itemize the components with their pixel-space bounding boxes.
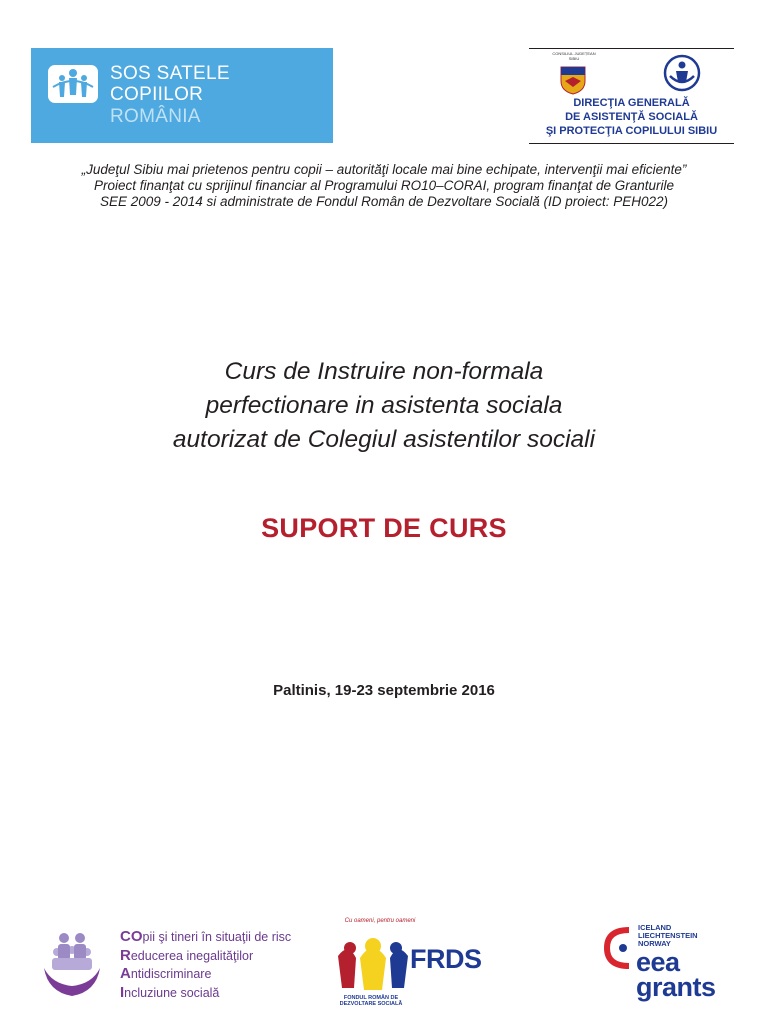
- crest-caption: CONSILIUL JUDEȚEAN SIBIU: [552, 51, 596, 61]
- eea-countries: [638, 924, 698, 948]
- corai-text: ntidiscriminare: [130, 967, 212, 981]
- document-title: SUPORT DE CURS: [261, 513, 507, 543]
- eea-country-norway: NORWAY: [638, 939, 671, 948]
- sos-logo-line1: SOS SATELE: [110, 63, 230, 84]
- frds-motto: Cu oameni, pentru oameni: [344, 918, 416, 924]
- frds-wordmark: FRDS: [410, 944, 482, 974]
- corai-line: [120, 928, 320, 947]
- dgaspc-title-line1: DIRECŢIA GENERALĂ: [573, 97, 690, 109]
- sos-logo-line3: ROMÂNIA: [110, 106, 201, 127]
- course-title: [60, 355, 708, 457]
- project-line2: Proiect finanţat cu sprijinul financiar al Programului RO10–CORAI, program finanţat de Granturile: [93, 178, 675, 193]
- corai-letter: A: [120, 965, 131, 982]
- corai-text: pii şi tineri în situaţii de risc: [142, 930, 292, 944]
- eea-word2: grants: [636, 972, 716, 1002]
- project-line3: SEE 2009 - 2014 si administrate de Fondul Român de Dezvoltare Socială (ID proiect: PEH022): [99, 194, 669, 209]
- corai-logo: [38, 926, 308, 1002]
- corai-letter: R: [120, 946, 131, 964]
- sos-logo-line2: COPIILOR: [110, 84, 204, 105]
- corai-line: [120, 947, 320, 966]
- corai-line: [120, 984, 320, 1003]
- corai-text: ncluziune socială: [124, 985, 220, 1000]
- eea-symbol-icon: [603, 926, 633, 970]
- corai-line: [120, 965, 320, 984]
- family-hands-icon: [40, 928, 104, 1000]
- project-description: [20, 162, 748, 210]
- frds-subtitle: FONDUL ROMÂN DE DEZVOLTARE SOCIALĂ: [339, 995, 403, 1007]
- corai-acronym-list: [120, 928, 320, 1002]
- sos-satele-copiilor-logo: [31, 48, 333, 143]
- course-line2: perfectionare in asistenta sociala: [205, 392, 563, 419]
- dgaspc-title-line2: DE ASISTENŢĂ SOCIALĂ: [565, 111, 698, 123]
- place-and-date: Paltinis, 19-23 septembrie 2016: [273, 682, 495, 699]
- corai-letter: CO: [120, 928, 143, 945]
- corai-text: educerea inegalităţilor: [130, 948, 254, 963]
- sos-children-emblem-icon: [48, 65, 98, 103]
- corai-letter: I: [120, 983, 125, 1001]
- course-line1: Curs de Instruire non-formala: [224, 358, 544, 385]
- child-protection-emblem-icon: [663, 54, 701, 92]
- dgaspc-title: [529, 96, 734, 138]
- eea-country-liechtenstein: LIECHTENSTEIN: [638, 931, 698, 940]
- frds-logo: [330, 918, 480, 1010]
- project-line1: „Judeţul Sibiu mai prietenos pentru copii – autorităţi locale mai bine echipate, intervenţii mai eficiente”: [81, 162, 687, 177]
- eea-grants-wordmark: [636, 947, 716, 1002]
- eea-country-iceland: ICELAND: [638, 923, 672, 932]
- frds-figures-icon: [334, 928, 412, 994]
- eea-grants-logo: [603, 922, 733, 1004]
- dgaspc-sibiu-logo: [529, 48, 734, 144]
- dgaspc-title-line3: ŞI PROTECŢIA COPILULUI SIBIU: [545, 125, 718, 137]
- eea-word1: eea: [636, 947, 680, 977]
- course-line3: autorizat de Colegiul asistentilor sociali: [172, 426, 596, 453]
